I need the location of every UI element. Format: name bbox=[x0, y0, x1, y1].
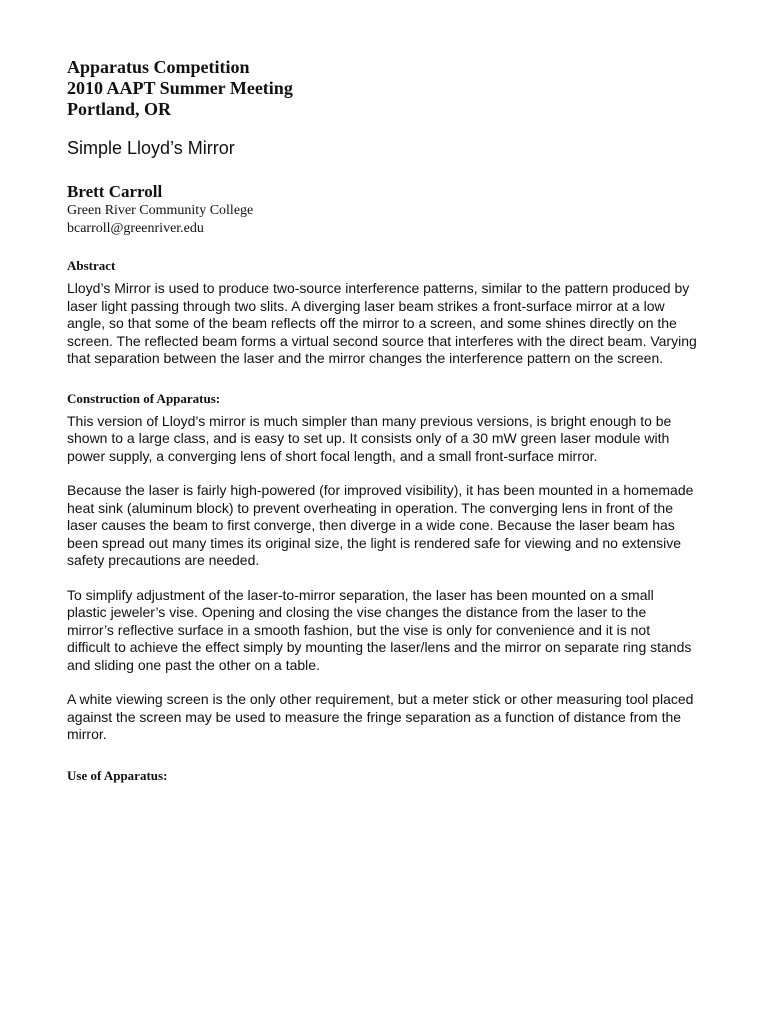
meeting-location: Portland, OR bbox=[67, 99, 172, 119]
use-heading: Use of Apparatus: bbox=[67, 767, 168, 783]
construction-paragraph-4: A white viewing screen is the only other requirement, but a meter stick or other measuring tool placed against the screen may be used to measure the fringe separation as a function of distance from the mirror. bbox=[67, 691, 694, 742]
abstract-heading: Abstract bbox=[67, 258, 116, 273]
meeting-name: 2010 AAPT Summer Meeting bbox=[67, 78, 293, 98]
construction-paragraph-1: This version of Lloyd’s mirror is much simpler than many previous versions, is bright enough to be shown to a large class, and is easy to set up. It consists only of a 30 mW green laser module with power supply, a converging lens of short focal length, and a small front-surface mirror. bbox=[67, 412, 672, 464]
competition-name: Apparatus Competition bbox=[67, 57, 250, 77]
author-block bbox=[67, 182, 697, 238]
author-email: bcarroll@greenriver.edu bbox=[67, 221, 204, 236]
conference-header bbox=[67, 57, 697, 120]
document-title: Simple Lloyd’s Mirror bbox=[67, 138, 235, 158]
construction-paragraph-2: Because the laser is fairly high-powered (for improved visibility), it has been mounted in a homemade heat sink (aluminum block) to prevent overheating in operation. The converging lens in front of the laser causes the beam to first converge, then diverge in a wide cone. Because the laser beam has been spread out many times its original size, the light is rendered safe for viewing and no extensive safety precautions are needed. bbox=[67, 482, 694, 568]
author-name: Brett Carroll bbox=[67, 182, 163, 201]
construction-heading: Construction of Apparatus: bbox=[67, 390, 221, 406]
construction-paragraph-3: To simplify adjustment of the laser-to-mirror separation, the laser has been mounted on a small plastic jeweler’s vise. Opening and closing the vise changes the distance from the laser to the mirror’s reflective surface in a smooth fashion, but the vise is only for convenience and it is not difficult to achieve the effect simply by mounting the laser/lens and the mirror on separate ring stands and sliding one past the other on a table. bbox=[67, 586, 692, 673]
author-affiliation: Green River Community College bbox=[67, 203, 254, 218]
abstract-paragraph: Lloyd’s Mirror is used to produce two-source interference patterns, similar to the pattern produced by laser light passing through two slits. A diverging laser beam strikes a front-surface mirror at a low angle, so that some of the beam reflects off the mirror to a screen, and some shines directly on the screen. The reflected beam forms a virtual second source that interferes with the direct beam. Varying that separation between the laser and the mirror changes the interference pattern on the screen. bbox=[67, 280, 697, 366]
document-page bbox=[67, 57, 697, 784]
